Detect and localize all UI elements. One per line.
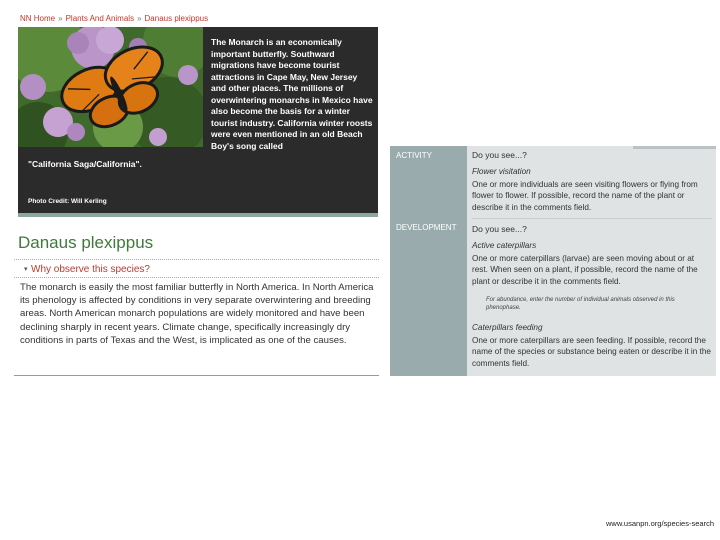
species-title: Danaus plexippus bbox=[18, 233, 154, 252]
content-divider bbox=[14, 375, 379, 376]
section-divider bbox=[472, 218, 712, 219]
phenophase-category-column bbox=[390, 146, 467, 376]
phenophase-panel bbox=[390, 146, 716, 376]
abundance-note: For abundance, enter the number of individual animals observed in this phenophase. bbox=[486, 297, 675, 311]
breadcrumb-separator: » bbox=[137, 14, 142, 23]
phenophase-definition: One or more caterpillars are seen feeding. If possible, record the name of the species or substance being eaten or describe it in the comments field. bbox=[472, 336, 711, 368]
species-description: The monarch is easily the most familiar butterfly in North America. In North America its phenology is affected by conditions in very separate overwintering and breeding areas. North American monarch populations are widely monitored and have been declining sharply in recent years. Climate change, specifically increasingly dry conditions in parts of Texas and the West, is implicated as one of the causes. bbox=[20, 282, 374, 346]
panel-top-strip bbox=[633, 146, 716, 149]
phenophase-definition: One or more individuals are seen visiting flowers or flying from flower to flower. If possible, record the name of the plant or describe it in the comments field. bbox=[472, 180, 698, 212]
activity-header: ACTIVITY bbox=[396, 151, 433, 160]
hero-bottom-bar bbox=[18, 213, 378, 217]
activity-question: Do you see...? bbox=[472, 150, 527, 160]
development-header: DEVELOPMENT bbox=[396, 223, 457, 232]
dotted-divider bbox=[14, 259, 379, 260]
breadcrumb-home[interactable]: NN Home bbox=[20, 14, 56, 23]
why-observe-link[interactable]: Why observe this species? bbox=[31, 264, 150, 275]
hero-quote: "California Saga/California". bbox=[28, 159, 142, 169]
breadcrumb bbox=[20, 14, 208, 23]
collapse-toggle-icon[interactable]: ▾ bbox=[24, 266, 28, 273]
footer-url: www.usanpn.org/species-search bbox=[606, 519, 714, 528]
phenophase-title: Active caterpillars bbox=[472, 241, 537, 250]
phenophase-definition: One or more caterpillars (larvae) are seen moving about or at rest. When seen on a plant, if possible, record the name of the plant or describe it in the comments field. bbox=[472, 254, 698, 286]
breadcrumb-current[interactable]: Danaus plexippus bbox=[144, 14, 209, 23]
why-observe-row[interactable] bbox=[14, 263, 379, 278]
phenophase-title: Flower visitation bbox=[472, 167, 531, 176]
hero-description: The Monarch is an economically important butterfly. Southward migrations have become tourist attractions in Cape May, New Jersey and other places. The millions of overwintering monarchs in Mexico have also become the basis for a winter tourist industry. California winter roosts were even mentioned in an old Beach Boy's song called bbox=[211, 37, 373, 151]
photo-credit: Photo Credit: Will Kerling bbox=[28, 198, 107, 205]
hero-banner bbox=[18, 27, 378, 217]
development-question: Do you see...? bbox=[472, 224, 527, 234]
breadcrumb-plants-animals[interactable]: Plants And Animals bbox=[65, 14, 135, 23]
breadcrumb-separator: » bbox=[58, 14, 63, 23]
monarch-butterfly-photo bbox=[18, 27, 203, 147]
phenophase-title: Caterpillars feeding bbox=[472, 323, 543, 332]
